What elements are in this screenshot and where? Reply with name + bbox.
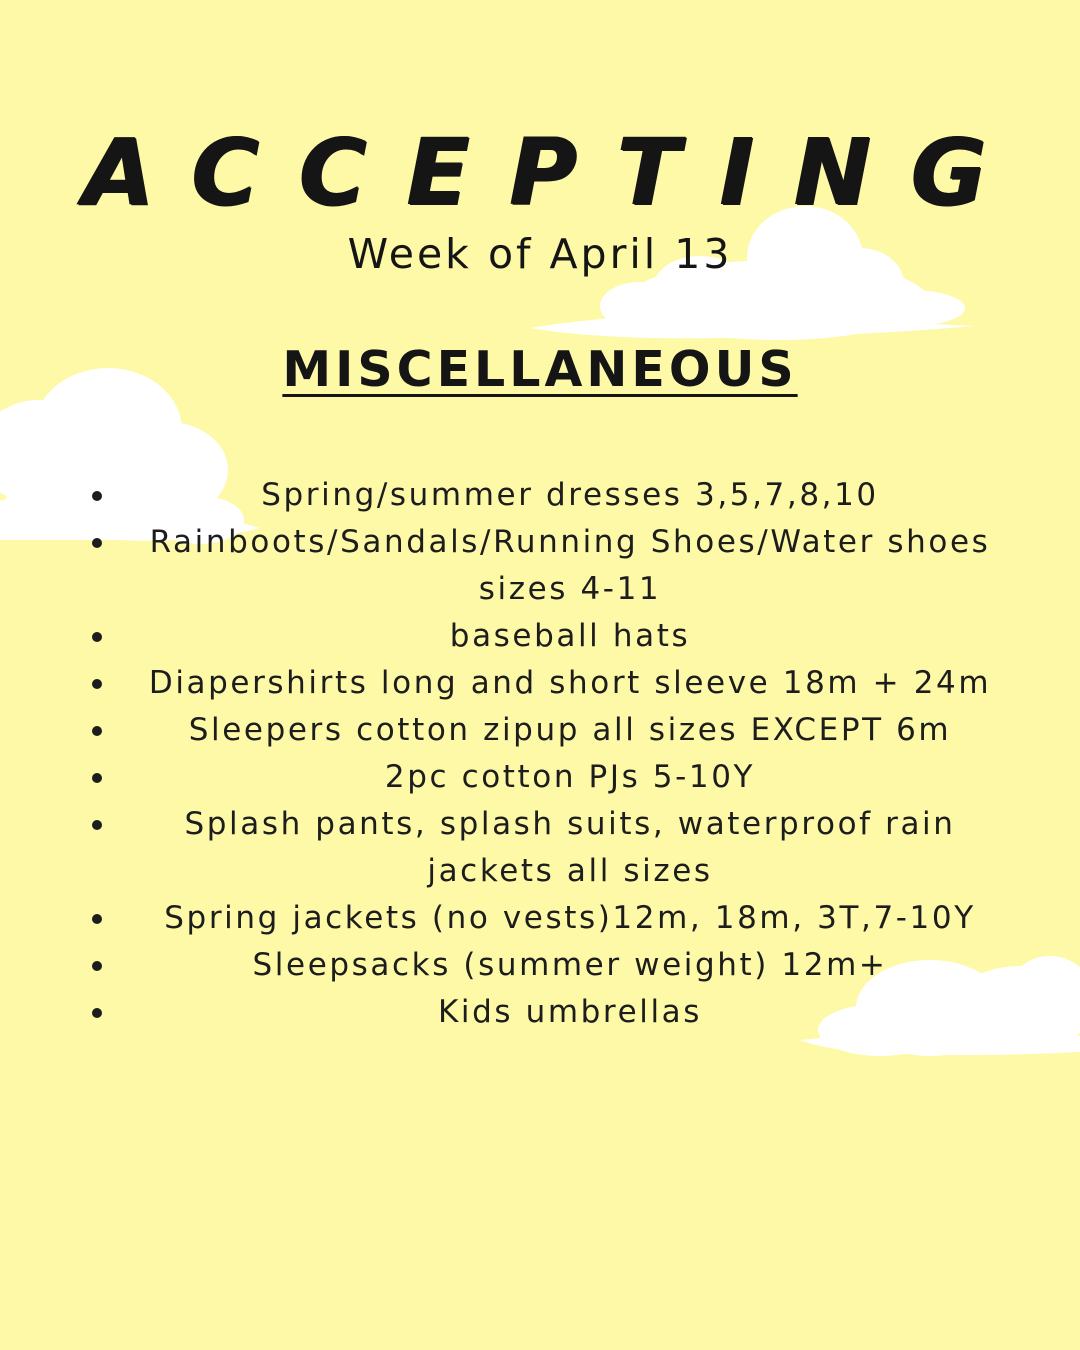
list-item-text: Sleepers cotton zipup all sizes EXCEPT 6m <box>188 712 952 748</box>
list-item-text: Rainboots/Sandals/Running Shoes/Water shoes sizes 4-11 <box>149 524 991 607</box>
list-item <box>130 519 1010 613</box>
bullet-icon <box>92 679 102 689</box>
list-item-text: Sleepsacks (summer weight) 12m+ <box>252 947 888 983</box>
bullet-icon <box>92 538 102 548</box>
list-item-text: baseball hats <box>449 618 691 654</box>
list-item <box>130 801 1010 895</box>
list-item <box>130 989 1010 1036</box>
list-item-text: Spring jackets (no vests)12m, 18m, 3T,7-10Y <box>164 900 976 936</box>
section-title-text: MISCELLANEOUS <box>282 341 798 398</box>
list-item-text: 2pc cotton PJs 5-10Y <box>384 759 756 795</box>
bullet-icon <box>92 726 102 736</box>
accepted-items-list <box>130 472 1010 1036</box>
list-item <box>130 707 1010 754</box>
bullet-icon <box>92 491 102 501</box>
list-item-text: Diapershirts long and short sleeve 18m + 24m <box>148 665 992 701</box>
list-item <box>130 660 1010 707</box>
list-item <box>130 895 1010 942</box>
headline: ACCEPTING <box>83 119 1027 226</box>
list-item-text: Spring/summer dresses 3,5,7,8,10 <box>261 477 879 513</box>
list-item-text: Kids umbrellas <box>437 994 703 1030</box>
list-item <box>130 942 1010 989</box>
bullet-icon <box>92 632 102 642</box>
list-item <box>130 472 1010 519</box>
list-item-text: Splash pants, splash suits, waterproof rain jackets all sizes <box>184 806 956 889</box>
section-title <box>0 340 1080 411</box>
bullet-icon <box>92 1008 102 1018</box>
bullet-icon <box>92 914 102 924</box>
bullet-icon <box>92 961 102 971</box>
subheading: Week of April 13 <box>347 230 733 278</box>
list-item <box>130 613 1010 660</box>
bullet-icon <box>92 773 102 783</box>
list-item <box>130 754 1010 801</box>
bullet-icon <box>92 820 102 830</box>
